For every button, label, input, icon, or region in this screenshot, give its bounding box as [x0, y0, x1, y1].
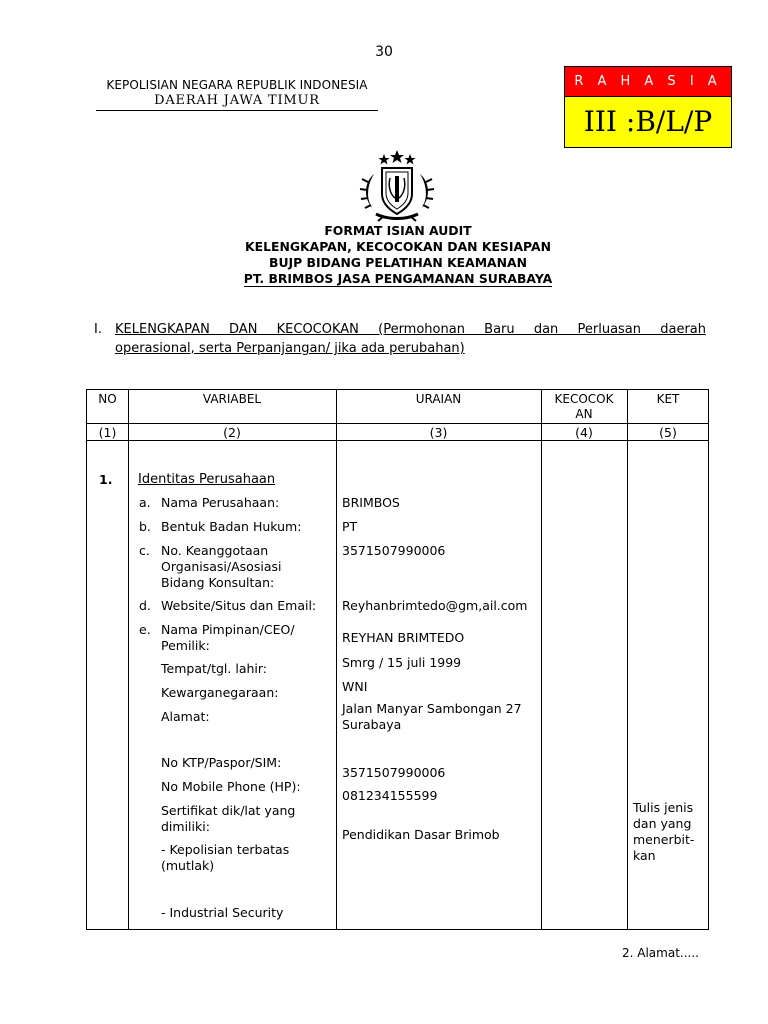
sertifikat-label-1: Sertifikat dik/lat yang — [161, 803, 296, 818]
alamat-value-1: Jalan Manyar Sambongan 27 — [342, 701, 522, 716]
org-underline — [96, 110, 378, 111]
header-no: NO — [98, 392, 117, 406]
item-a-letter: a. — [139, 495, 151, 510]
group-title: Identitas Perusahaan — [138, 472, 276, 487]
tempat-value: Smrg / 15 juli 1999 — [342, 655, 462, 670]
ktp-label: No KTP/Paspor/SIM: — [161, 755, 282, 770]
title-line-2: KELENGKAPAN, KECOCOKAN DAN KESIAPAN — [245, 239, 551, 254]
org-name: KEPOLISIAN NEGARA REPUBLIK INDONESIA — [106, 78, 368, 92]
item-e-label-1: Nama Pimpinan/CEO/ — [161, 622, 295, 637]
kewarganegaraan-value: WNI — [342, 679, 368, 694]
footer-note: 2. Alamat..... — [622, 946, 699, 960]
industrial-security-label: - Industrial Security — [161, 905, 284, 920]
section-number: I. — [94, 322, 102, 337]
table-divider — [336, 390, 337, 929]
ket-note-line-3: menerbit- — [633, 832, 695, 847]
subheader-3: (3) — [429, 425, 448, 440]
item-c-label-3: Bidang Konsultan: — [161, 575, 275, 590]
item-c-letter: c. — [139, 543, 150, 558]
org-region: DAERAH JAWA TIMUR — [154, 93, 320, 108]
table-divider — [87, 423, 708, 424]
table-divider — [87, 440, 708, 441]
item-e-letter: e. — [139, 622, 151, 637]
section-title-line-1: KELENGKAPAN DAN KECOCOKAN (Permohonan Baru dan Perluasan daerah — [115, 322, 706, 337]
ktp-value: 3571507990006 — [342, 765, 446, 780]
document-title — [0, 223, 768, 287]
kepolisian-label-2: (mutlak) — [161, 858, 215, 873]
header-kecocokan-line-1: KECOCOK — [554, 392, 614, 406]
header-ket: KET — [656, 392, 680, 406]
mobile-phone-value: 081234155599 — [342, 788, 438, 803]
header-variabel: VARIABEL — [202, 392, 262, 406]
ket-note-line-4: kan — [633, 848, 656, 863]
tempat-label: Tempat/tgl. lahir: — [161, 661, 267, 676]
mobile-phone-label: No Mobile Phone (HP): — [161, 779, 301, 794]
ket-note-line-1: Tulis jenis — [633, 800, 694, 815]
row-number: 1. — [99, 472, 113, 487]
header-kecocokan — [541, 392, 627, 422]
item-e-label-2: Pemilik: — [161, 638, 210, 653]
item-d-label: Website/Situs dan Email: — [161, 598, 317, 613]
classification-label: R A H A S I A — [565, 67, 731, 97]
subheader-2: (2) — [223, 425, 241, 440]
table-divider — [128, 390, 129, 929]
title-line-4: PT. BRIMBOS JASA PENGAMANAN SURABAYA — [243, 271, 553, 286]
item-d-letter: d. — [139, 598, 151, 613]
item-c-value: 3571507990006 — [342, 543, 446, 558]
item-b-value: PT — [342, 519, 358, 534]
item-a-value: BRIMBOS — [342, 495, 400, 510]
page-number: 30 — [375, 44, 393, 60]
table-divider — [541, 390, 542, 929]
alamat-label: Alamat: — [161, 709, 210, 724]
sertifikat-value: Pendidikan Dasar Brimob — [342, 827, 500, 842]
item-a-label: Nama Perusahaan: — [161, 495, 280, 510]
classification-box — [564, 66, 732, 148]
title-line-1: FORMAT ISIAN AUDIT — [324, 223, 472, 238]
header-kecocokan-line-2: AN — [575, 407, 593, 421]
subheader-4: (4) — [575, 425, 593, 440]
kepolisian-label-1: - Kepolisian terbatas — [161, 842, 290, 857]
item-b-letter: b. — [139, 519, 151, 534]
police-emblem-icon — [354, 148, 440, 222]
table-divider — [627, 390, 628, 929]
kewarganegaraan-label: Kewarganegaraan: — [161, 685, 279, 700]
section-title-line-2: operasional, serta Perpanjangan/ jika ada perubahan) — [115, 341, 465, 356]
ket-note-line-2: dan yang — [633, 816, 692, 831]
subheader-5: (5) — [659, 425, 677, 440]
item-b-label: Bentuk Badan Hukum: — [161, 519, 302, 534]
section-heading — [94, 320, 706, 358]
header-uraian: URAIAN — [415, 392, 462, 406]
item-c-label-2: Organisasi/Asosiasi — [161, 559, 282, 574]
org-header — [96, 78, 378, 111]
alamat-value-2: Surabaya — [342, 717, 402, 732]
item-d-value: Reyhanbrimtedo@gm,ail.com — [342, 598, 528, 613]
item-c-label-1: No. Keanggotaan — [161, 543, 269, 558]
item-e-value: REYHAN BRIMTEDO — [342, 630, 465, 645]
classification-code: III :B/L/P — [565, 97, 731, 147]
subheader-1: (1) — [98, 425, 117, 440]
sertifikat-label-2: dimiliki: — [161, 819, 210, 834]
title-line-3: BUJP BIDANG PELATIHAN KEAMANAN — [269, 255, 527, 270]
